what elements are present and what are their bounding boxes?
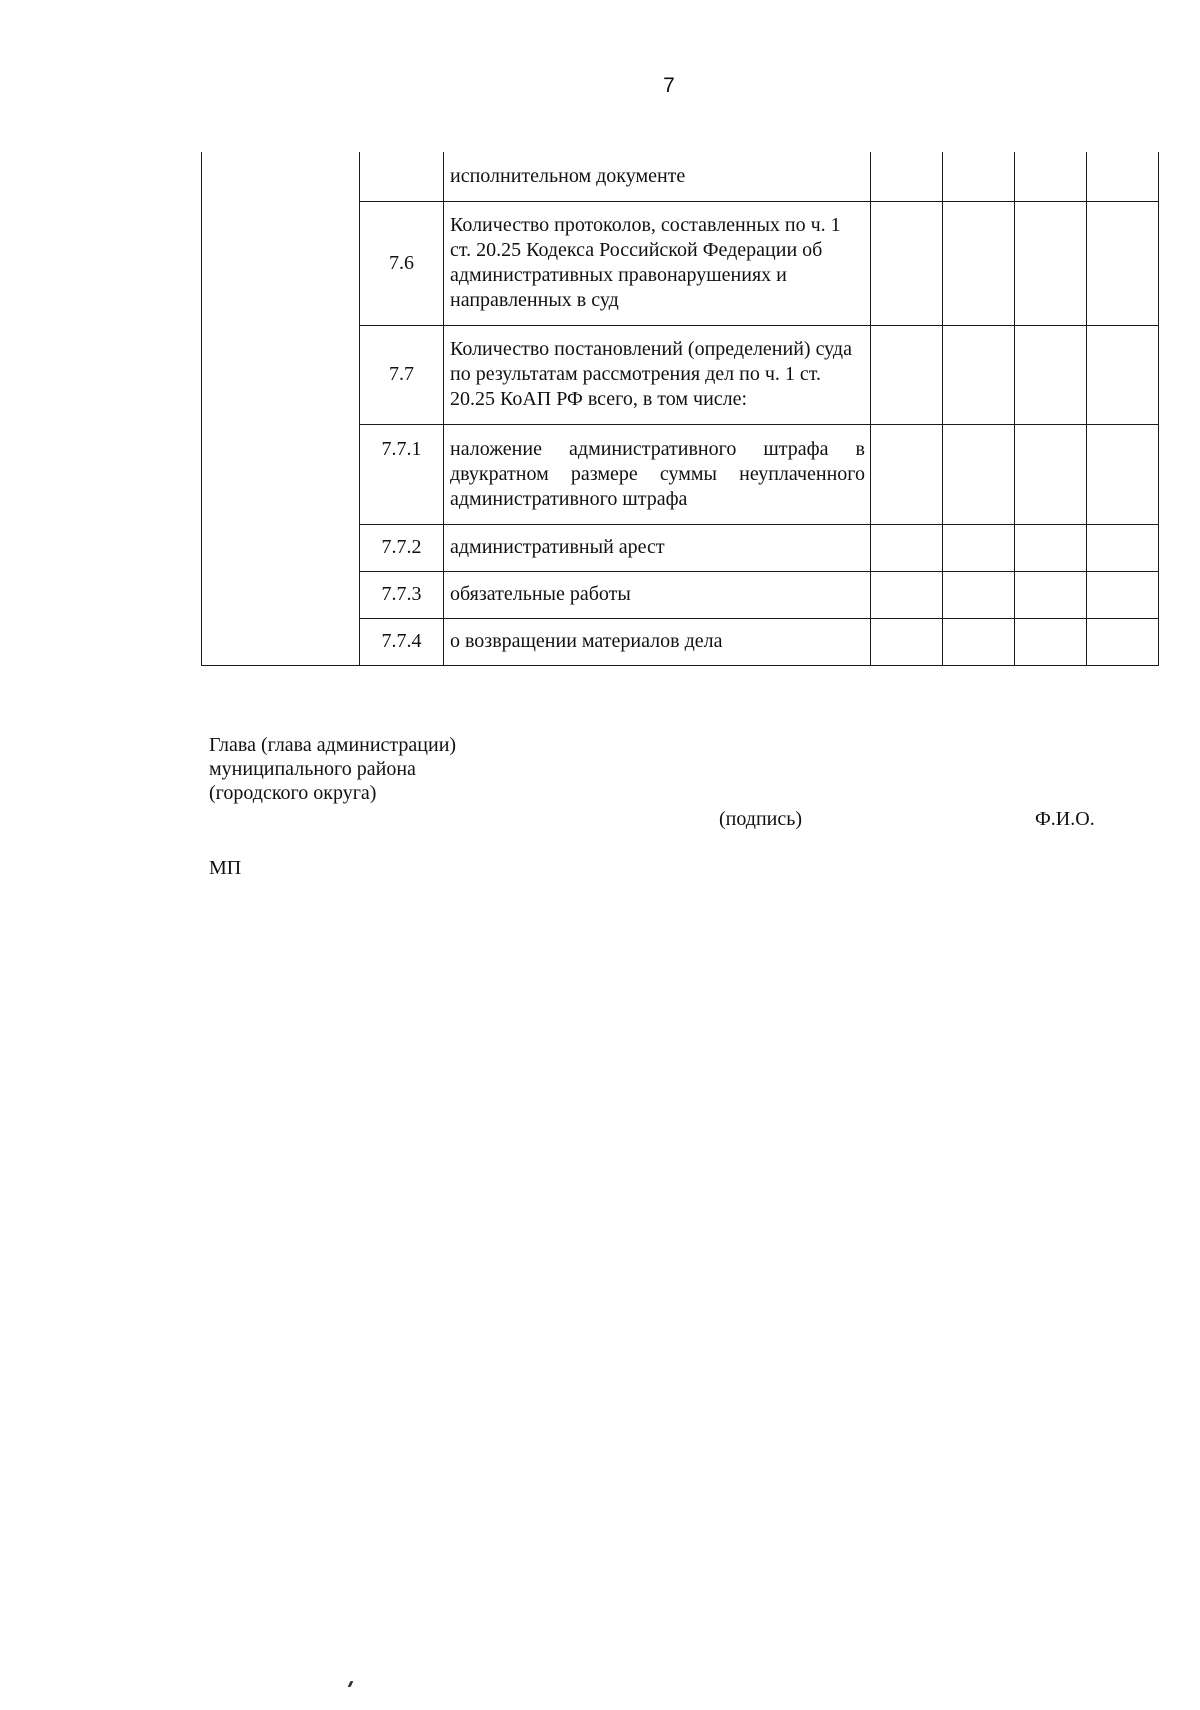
signatory-title [209, 733, 456, 805]
row-number-cell: 7.7.4 [360, 618, 444, 665]
report-table [201, 152, 1159, 666]
value-cell [871, 201, 943, 325]
value-cell [871, 152, 943, 201]
value-cell [943, 524, 1015, 571]
value-cell [871, 618, 943, 665]
value-cell [943, 152, 1015, 201]
scan-speck [348, 1681, 354, 1687]
row-description-cell: Количество постановлений (определений) суда по результатам рассмотрения дел по ч. 1 ст. 20.25 КоАП РФ всего, в том числе: [444, 325, 871, 424]
value-cell [1087, 201, 1159, 325]
row-number-cell: 7.6 [360, 201, 444, 325]
value-cell [943, 325, 1015, 424]
row-number-cell: 7.7.2 [360, 524, 444, 571]
value-cell [1015, 524, 1087, 571]
row-number-cell: 7.7.3 [360, 571, 444, 618]
full-name-label: Ф.И.О. [1035, 808, 1095, 830]
value-cell [943, 201, 1015, 325]
value-cell [1015, 325, 1087, 424]
signatory-title-line: (городского округа) [209, 782, 377, 804]
row-description-cell: о возвращении материалов дела [444, 618, 871, 665]
value-cell [1087, 618, 1159, 665]
value-cell [871, 424, 943, 524]
row-description-cell: Количество протоколов, составленных по ч. 1 ст. 20.25 Кодекса Российской Федерации об административных правонарушениях и направленных в суд [444, 201, 871, 325]
value-cell [1015, 424, 1087, 524]
row-description-cell: обязательные работы [444, 571, 871, 618]
value-cell [1087, 524, 1159, 571]
stamp-label: МП [209, 857, 242, 879]
signature-label: (подпись) [719, 808, 803, 830]
value-cell [1087, 325, 1159, 424]
row-number-cell: 7.7 [360, 325, 444, 424]
value-cell [1087, 424, 1159, 524]
value-cell [871, 571, 943, 618]
row-description-cell: исполнительном документе [444, 152, 871, 201]
signatory-title-line: Глава (глава администрации) [209, 734, 457, 756]
row-number-cell: 7.7.1 [360, 424, 444, 524]
value-cell [1015, 152, 1087, 201]
value-cell [1015, 571, 1087, 618]
value-cell [943, 618, 1015, 665]
value-cell [871, 325, 943, 424]
page-number: 7 [663, 74, 675, 97]
value-cell [871, 524, 943, 571]
signatory-title-line: муниципального района [209, 758, 416, 780]
value-cell [1015, 201, 1087, 325]
row-number-cell [360, 152, 444, 201]
table-row [202, 152, 1159, 201]
value-cell [1015, 618, 1087, 665]
value-cell [1087, 152, 1159, 201]
value-cell [1087, 571, 1159, 618]
value-cell [943, 424, 1015, 524]
row-description-cell: наложение административного штрафа в двукратном размере суммы неуплаченного административного штрафа [444, 424, 871, 524]
merged-first-column-cell [202, 152, 360, 665]
value-cell [943, 571, 1015, 618]
row-description-cell: административный арест [444, 524, 871, 571]
